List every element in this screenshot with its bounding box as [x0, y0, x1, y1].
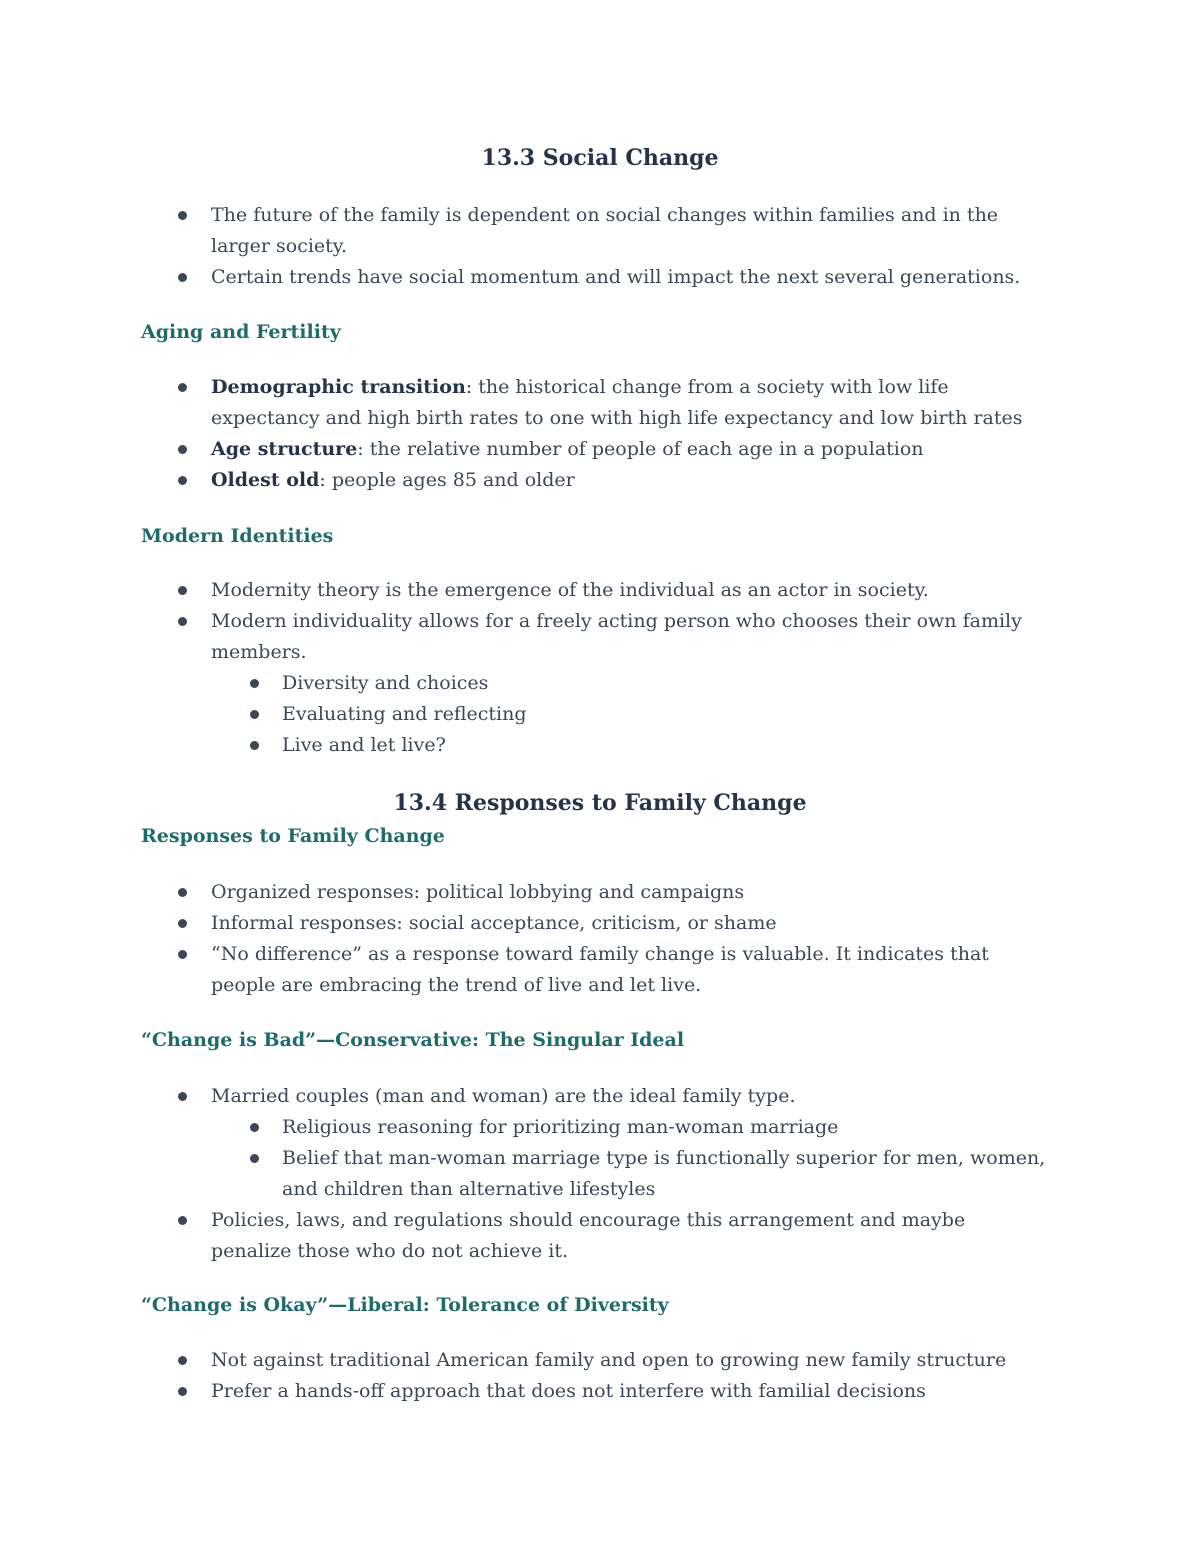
heading-change-is-bad: “Change is Bad”—Conservative: The Singular Ideal: [141, 1029, 685, 1051]
list-item: Policies, laws, and regulations should encourage this arrangement and maybe penalize those who do not achieve it.: [0, 1205, 1051, 1267]
definition: : people ages 85 and older: [319, 469, 575, 491]
term: Oldest old: [211, 469, 320, 491]
sub-list-item: Belief that man-woman marriage type is functionally superior for men, women, and children than alternative lifestyles: [0, 1143, 1052, 1205]
definition: : the relative number of people of each age in a population: [357, 438, 924, 460]
definition-item: [0, 434, 1051, 465]
aging-list: [0, 372, 1200, 496]
heading-aging-fertility: Aging and Fertility: [141, 321, 341, 343]
definition-item: [0, 372, 1051, 434]
modern-list: [0, 575, 1200, 761]
definition: : the historical change from a society with low life expectancy and high birth rates to one with high life expectancy and low birth rates: [211, 376, 1023, 429]
list-item: Not against traditional American family and open to growing new family structure: [0, 1345, 1051, 1376]
intro-list: [0, 200, 1200, 293]
sub-list-item: Religious reasoning for prioritizing man-woman marriage: [0, 1112, 1052, 1143]
list-item: Informal responses: social acceptance, criticism, or shame: [0, 908, 1051, 939]
heading-change-is-okay: “Change is Okay”—Liberal: Tolerance of Diversity: [141, 1294, 669, 1316]
responses-list: [0, 877, 1200, 1001]
sub-list-item: Diversity and choices: [0, 668, 1052, 699]
list-item: Organized responses: political lobbying and campaigns: [0, 877, 1051, 908]
section-title-13-3: 13.3 Social Change: [481, 145, 719, 171]
sub-list-item: Live and let live?: [0, 730, 1052, 761]
change-bad-list: [0, 1081, 1200, 1267]
list-item: “No difference” as a response toward family change is valuable. It indicates that people are embracing the trend of live and let live.: [0, 939, 1051, 1001]
sub-list-item: Evaluating and reflecting: [0, 699, 1052, 730]
list-item: Prefer a hands-off approach that does not interfere with familial decisions: [0, 1376, 1051, 1407]
heading-responses: Responses to Family Change: [141, 825, 445, 847]
term: Age structure: [211, 438, 358, 460]
change-okay-list: [0, 1345, 1200, 1407]
list-item: Married couples (man and woman) are the ideal family type.: [0, 1081, 1051, 1112]
list-item: Modern individuality allows for a freely acting person who chooses their own family members.: [0, 606, 1051, 668]
section-title-13-4: 13.4 Responses to Family Change: [393, 790, 807, 816]
heading-modern-identities: Modern Identities: [141, 525, 334, 547]
list-item: Certain trends have social momentum and will impact the next several generations.: [0, 262, 1051, 293]
definition-item: [0, 465, 1051, 496]
term: Demographic transition: [211, 376, 466, 398]
list-item: Modernity theory is the emergence of the individual as an actor in society.: [0, 575, 1051, 606]
list-item: The future of the family is dependent on social changes within families and in the larger society.: [0, 200, 1051, 262]
